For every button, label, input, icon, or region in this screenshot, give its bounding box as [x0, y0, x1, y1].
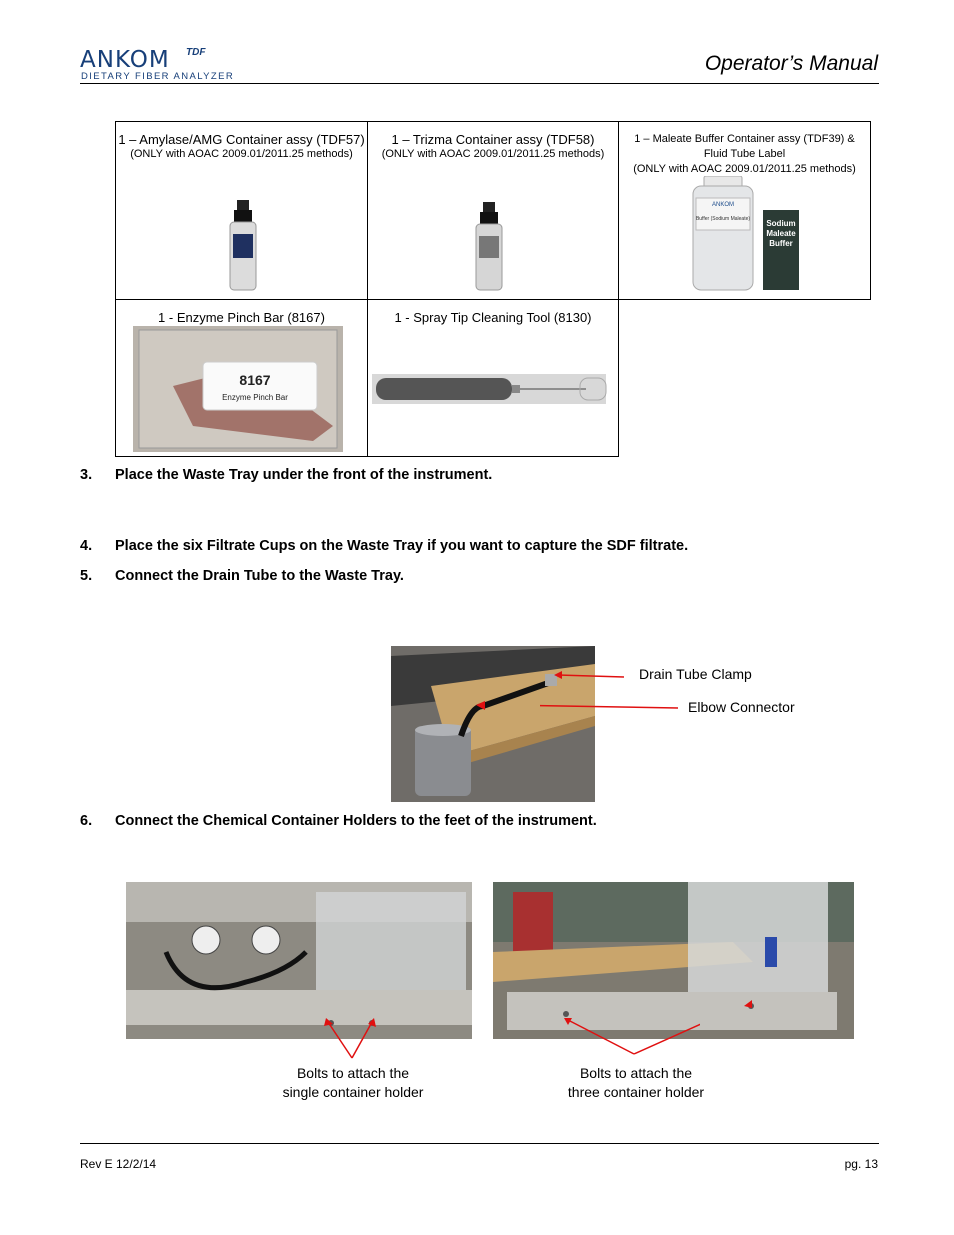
amylase-bottle-image: [228, 200, 258, 292]
step-number: 6.: [80, 813, 93, 829]
page-number: pg. 13: [844, 1157, 878, 1171]
part-cell-pinch-bar: [115, 299, 368, 457]
step-text: Place the six Filtrate Cups on the Waste Tray if you want to capture the SDF filtrate.: [115, 538, 689, 554]
step-6: [80, 813, 597, 829]
enzyme-pinch-bar-image: [133, 326, 343, 452]
part-title-line1: 1 – Maleate Buffer Container assy (TDF39) &: [634, 133, 855, 145]
manual-title: Operator’s Manual: [704, 52, 878, 75]
footer-rule: [80, 1143, 879, 1144]
revision-text: Rev E 12/2/14: [80, 1157, 157, 1171]
caption-line: Bolts to attach the: [579, 1065, 693, 1081]
part-title: 1 - Spray Tip Cleaning Tool (8130): [394, 310, 592, 325]
caption-line: single container holder: [282, 1084, 424, 1100]
spray-tip-cleaning-tool-image: [372, 372, 608, 406]
step-number: 3.: [80, 467, 93, 483]
logo-superscript: TDF: [186, 47, 206, 58]
elbow-arrowhead: [476, 700, 496, 714]
logo-subtitle: DIETARY FIBER ANALYZER: [81, 71, 235, 82]
part-subtitle: (ONLY with AOAC 2009.01/2011.25 methods): [130, 148, 353, 160]
maleate-bottle-image: [691, 176, 803, 292]
part-cell-trizma: [367, 121, 619, 300]
header-rule: [80, 83, 879, 84]
svg-text:ANKOM: ANKOM: [711, 202, 735, 208]
trizma-bottle-image: [474, 202, 504, 292]
bolt-arrows: [300, 1010, 700, 1065]
part-title: 1 – Trizma Container assy (TDF58): [391, 132, 595, 147]
svg-text:8167: 8167: [239, 372, 271, 388]
svg-text:Enzyme Pinch Bar: Enzyme Pinch Bar: [222, 393, 288, 402]
part-title: 1 - Enzyme Pinch Bar (8167): [158, 310, 325, 325]
part-subtitle: (ONLY with AOAC 2009.01/2011.25 methods): [633, 163, 856, 175]
ankom-logo: [80, 47, 240, 83]
three-holder-caption: [536, 1064, 736, 1102]
step-text: Place the Waste Tray under the front of the instrument.: [115, 467, 493, 483]
step-text: Connect the Chemical Container Holders to the feet of the instrument.: [115, 813, 597, 829]
step-4: [80, 538, 688, 554]
step-number: 5.: [80, 568, 93, 584]
part-title: 1 – Amylase/AMG Container assy (TDF57): [118, 132, 365, 147]
step-3: [80, 467, 492, 483]
part-cell-amylase: [115, 121, 368, 300]
caption-line: Bolts to attach the: [296, 1065, 410, 1081]
elbow-connector-label: Elbow Connector: [688, 699, 795, 715]
step-number: 4.: [80, 538, 93, 554]
single-holder-caption: [253, 1064, 453, 1102]
part-cell-cleaning-tool: [367, 299, 619, 457]
svg-text:Sodium: Sodium: [766, 219, 796, 228]
svg-text:Maleate: Maleate: [766, 229, 796, 238]
svg-text:Buffer: Buffer: [769, 239, 793, 248]
bottle-label-text: Buffer (Sodium Maleate): [695, 216, 751, 222]
part-cell-maleate: [618, 121, 871, 300]
part-title-line2: Fluid Tube Label: [703, 148, 786, 160]
caption-line: three container holder: [567, 1084, 705, 1100]
step-5: [80, 568, 404, 584]
drain-tube-clamp-label: Drain Tube Clamp: [639, 666, 752, 682]
step-text: Connect the Drain Tube to the Waste Tray.: [115, 568, 404, 584]
logo-text: ANKOM: [80, 47, 170, 73]
right-bolt-arrowhead: [740, 998, 756, 1012]
part-subtitle: (ONLY with AOAC 2009.01/2011.25 methods): [381, 148, 605, 160]
